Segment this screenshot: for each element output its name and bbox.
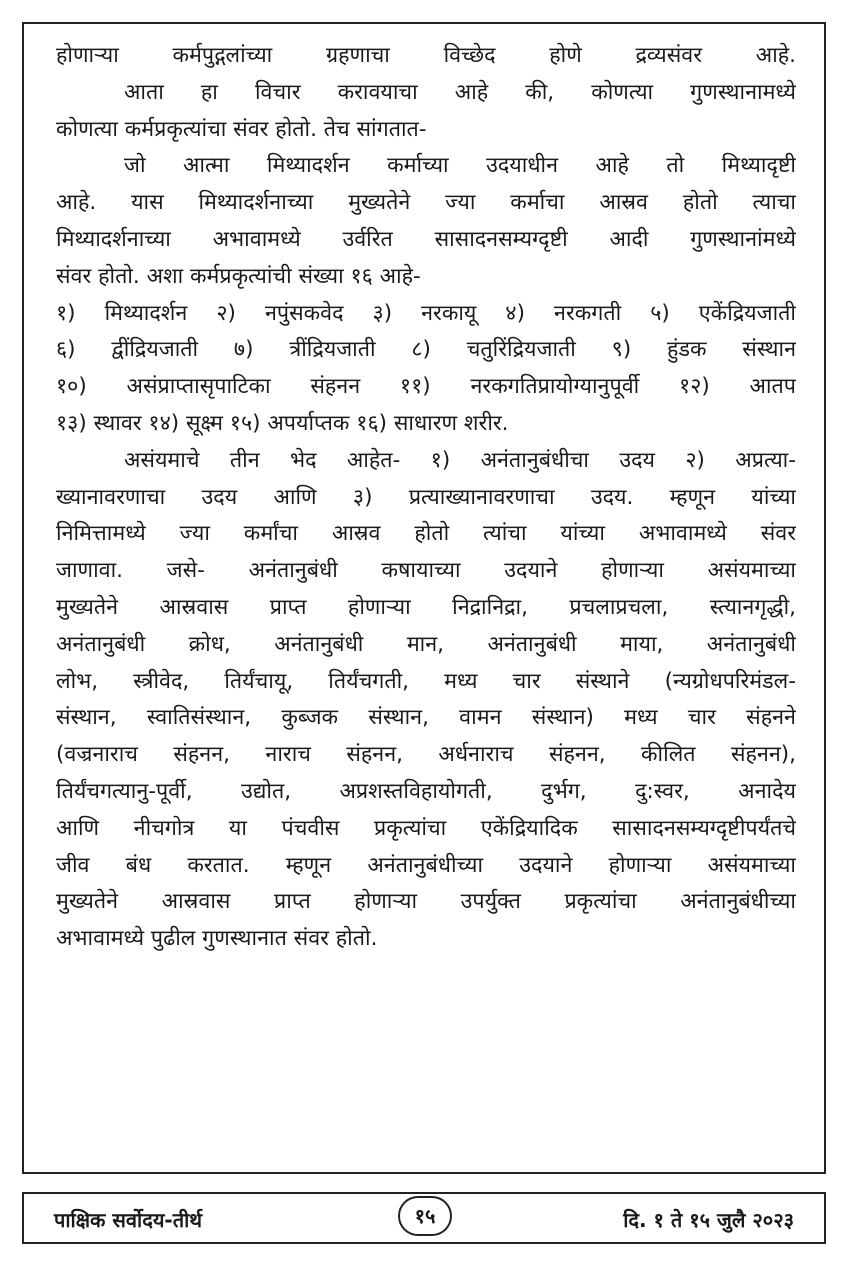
text-line: जो आत्मा मिथ्यादर्शन कर्माच्या उदयाधीन आहे तो मिथ्यादृष्टी: [124, 153, 796, 179]
text-line: मिथ्यादर्शनाच्या अभावामध्ये उर्वरित सासादनसम्यग्दृष्टी आदी गुणस्थानांमध्ये: [56, 226, 796, 252]
text-line: आणि नीचगोत्र या पंचवीस प्रकृत्यांचा एकेंद्रियादिक सासादनसम्यग्दृष्टीपर्यंतचे: [56, 815, 796, 841]
text-line: होणाऱ्या कर्मपुद्गलांच्या ग्रहणाचा विच्छेद होणे द्रव्यसंवर आहे.: [56, 43, 796, 68]
text-line: अभावामध्ये पुढील गुणस्थानात संवर होतो.: [56, 926, 378, 952]
text-line: संवर होतो. अशा कर्मप्रकृत्यांची संख्या १६ आहे-: [56, 263, 421, 289]
text-line: ६) द्वींद्रियजाती ७) त्रींद्रियजाती ८) चतुरिंद्रियजाती ९) हुंडक संस्थान: [56, 337, 796, 363]
text-line: १०) असंप्राप्तासृपाटिका संहनन ११) नरकगतिप्रायोग्यानुपूर्वी १२) आतप: [56, 374, 796, 400]
page-footer: [22, 1192, 826, 1244]
text-line: कोणत्या कर्मप्रकृत्यांचा संवर होतो. तेच सांगतात-: [56, 116, 427, 142]
text-line: जाणावा. जसे- अनंतानुबंधी कषायाच्या उदयाने होणाऱ्या असंयमाच्या: [56, 558, 796, 584]
text-line: लोभ, स्त्रीवेद, तिर्यंचायू, तिर्यंचगती, मध्य चार संस्थाने (न्यग्रोधपरिमंडल-: [56, 668, 796, 694]
text-line: १३) स्थावर १४) सूक्ष्म १५) अपर्याप्तक १६) साधारण शरीर.: [56, 410, 509, 436]
page-number: १५: [398, 1196, 452, 1236]
text-line: (वज्रनाराच संहनन, नाराच संहनन, अर्धनाराच संहनन, कीलित संहनन),: [56, 742, 796, 768]
text-line: ख्यानावरणाचा उदय आणि ३) प्रत्याख्यानावरणाचा उदय. म्हणून यांच्या: [56, 484, 796, 510]
text-line: १) मिथ्यादर्शन २) नपुंसकवेद ३) नरकायू ४) नरकगती ५) एकेंद्रियजाती: [56, 300, 796, 326]
text-line: अनंतानुबंधी क्रोध, अनंतानुबंधी मान, अनंतानुबंधी माया, अनंतानुबंधी: [56, 631, 796, 657]
text-line: असंयमाचे तीन भेद आहेत- १) अनंतानुबंधीचा उदय २) अप्रत्या-: [124, 447, 796, 473]
issue-date: दि. १ ते १५ जुलै २०२३: [623, 1208, 794, 1232]
text-line: आहे. यास मिथ्यादर्शनाच्या मुख्यतेने ज्या कर्माचा आस्रव होतो त्याचा: [56, 190, 796, 216]
text-line: आता हा विचार करावयाचा आहे की, कोणत्या गुणस्थानामध्ये: [124, 79, 796, 105]
body-text: [56, 38, 796, 958]
text-line: जीव बंध करतात. म्हणून अनंतानुबंधीच्या उदयाने होणाऱ्या असंयमाच्या: [56, 852, 796, 878]
text-line: निमित्तामध्ये ज्या कर्मांचा आस्रव होतो त्यांचा यांच्या अभावामध्ये संवर: [56, 521, 796, 547]
page-content-frame: [22, 22, 826, 1174]
publication-name: पाक्षिक सर्वोदय-तीर्थ: [54, 1208, 203, 1232]
text-line: संस्थान, स्वातिसंस्थान, कुब्जक संस्थान, वामन संस्थान) मध्य चार संहनने: [56, 705, 796, 731]
text-line: तिर्यंचगत्यानु-पूर्वी, उद्योत, अप्रशस्तविहायोगती, दुर्भग, दु:स्वर, अनादेय: [56, 778, 796, 804]
text-line: मुख्यतेने आस्रवास प्राप्त होणाऱ्या निद्रानिद्रा, प्रचलाप्रचला, स्त्यानगृद्धी,: [56, 594, 796, 620]
text-line: मुख्यतेने आस्रवास प्राप्त होणाऱ्या उपर्युक्त प्रकृत्यांचा अनंतानुबंधीच्या: [56, 889, 796, 915]
